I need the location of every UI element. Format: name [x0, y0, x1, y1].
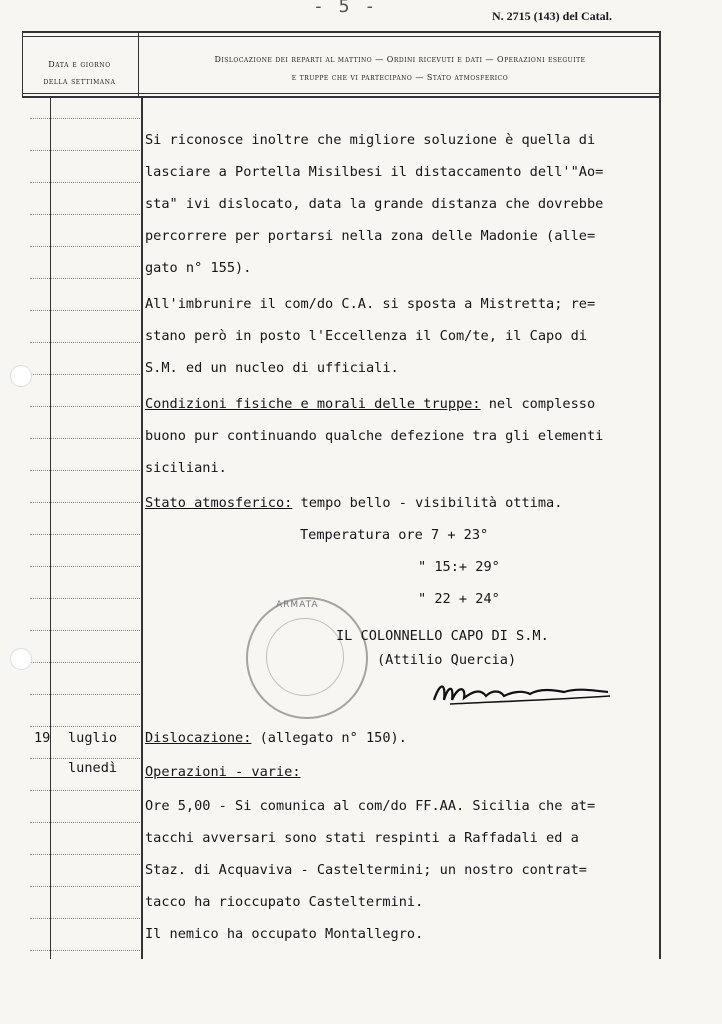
- ruling-line: [30, 790, 140, 791]
- header-bottom-line-2: [22, 96, 660, 98]
- column-divider-header: [138, 31, 139, 98]
- operations-line: Ore 5,00 - Si comunica al com/do FF.AA. Sicilia che at=: [145, 798, 596, 814]
- weather-text: tempo bello - visibilità ottima.: [292, 495, 563, 511]
- entry-month: luglio: [68, 730, 118, 746]
- punch-hole: [10, 648, 32, 670]
- body-line: sta" ivi dislocato, data la grande distanza che dovrebbe: [145, 196, 604, 212]
- frame-right-line: [659, 31, 661, 959]
- column-divider: [141, 98, 143, 959]
- official-stamp-inner: [266, 618, 344, 696]
- operations-line: Il nemico ha occupato Montallegro.: [145, 926, 424, 942]
- operations-line: tacchi avversari sono stati respinti a Raffadali ed a: [145, 830, 579, 846]
- ruling-line: [30, 886, 140, 887]
- weather-line: [145, 495, 562, 511]
- header-content-line2: e truppe che vi partecipano — Stato atmosferico: [291, 73, 509, 82]
- header-date-column: [22, 56, 137, 90]
- ruling-line: [30, 630, 140, 631]
- body-line: All'imbrunire il com/do C.A. si sposta a Mistretta; re=: [145, 296, 596, 312]
- ruling-line: [30, 470, 140, 471]
- conditions-label: Condizioni fisiche e morali delle truppe:: [145, 396, 481, 412]
- ruling-line: [30, 726, 140, 727]
- operations-label: Operazioni - varie:: [145, 764, 301, 780]
- ruling-line: [30, 534, 140, 535]
- operations-line: Staz. di Acquaviva - Casteltermini; un nostro contrat=: [145, 862, 587, 878]
- frame-top-line: [22, 31, 660, 33]
- ruling-line: [30, 438, 140, 439]
- inner-margin-line: [50, 98, 51, 959]
- frame-top-line-2: [22, 36, 660, 37]
- ruling-line: [30, 566, 140, 567]
- signature-name: (Attilio Quercia): [377, 652, 517, 668]
- ruling-line: [30, 918, 140, 919]
- ruling-line: [30, 278, 140, 279]
- ruling-line: [30, 118, 140, 119]
- ruling-line: [30, 950, 140, 951]
- temperature-line-3: " 22 + 24°: [418, 591, 500, 607]
- dislocation-text: (allegato n° 150).: [251, 730, 407, 746]
- ruling-line: [30, 694, 140, 695]
- header-bottom-line: [22, 93, 660, 94]
- ruling-line: [30, 182, 140, 183]
- stamp-text: ARMATA: [276, 600, 319, 610]
- ruling-line: [30, 822, 140, 823]
- ruling-line: [30, 406, 140, 407]
- ruling-line: [30, 662, 140, 663]
- body-line: lasciare a Portella Misilbesi il distaccamento dell'"Ao=: [145, 164, 604, 180]
- ruling-line: [30, 310, 140, 311]
- temperature-line-2: " 15:+ 29°: [418, 559, 500, 575]
- signature-title: IL COLONNELLO CAPO DI S.M.: [336, 628, 549, 644]
- header-content-column: [145, 51, 655, 87]
- header-date-line2: della settimana: [43, 77, 116, 86]
- weather-label: Stato atmosferico:: [145, 495, 293, 511]
- conditions-line-2: buono pur continuando qualche defezione tra gli elementi: [145, 428, 604, 444]
- header-content-line1: Dislocazione dei reparti al mattino — Ordini ricevuti e dati — Operazioni eseguite: [214, 55, 586, 64]
- body-line: S.M. ed un nucleo di ufficiali.: [145, 360, 399, 376]
- ruling-line: [30, 374, 140, 375]
- conditions-line: [145, 396, 595, 412]
- body-line: Si riconosce inoltre che migliore soluzione è quella di: [145, 132, 596, 148]
- entry-weekday: lunedì: [68, 760, 118, 776]
- entry-day: 19: [34, 730, 51, 746]
- body-line: gato n° 155).: [145, 260, 252, 276]
- ruling-line: [30, 150, 140, 151]
- dislocation-label: Dislocazione:: [145, 730, 252, 746]
- page-number: - 5 -: [313, 0, 378, 17]
- ruling-line: [30, 598, 140, 599]
- operations-line: tacco ha rioccupato Casteltermini.: [145, 894, 424, 910]
- ruling-line: [30, 502, 140, 503]
- temperature-line-1: Temperatura ore 7 + 23°: [300, 527, 489, 543]
- ruling-line: [30, 246, 140, 247]
- conditions-text: nel complesso: [480, 396, 596, 412]
- ruling-line: [30, 342, 140, 343]
- ruling-line: [30, 214, 140, 215]
- ruling-line: [30, 758, 140, 759]
- punch-hole: [10, 365, 32, 387]
- conditions-line-3: siciliani.: [145, 460, 227, 476]
- ruling-line: [30, 854, 140, 855]
- catalog-number: N. 2715 (143) del Catal.: [492, 9, 612, 23]
- handwritten-signature-icon: [430, 672, 620, 712]
- header-date-line1: Data e giorno: [48, 60, 111, 69]
- body-line: stano però in posto l'Eccellenza il Com/te, il Capo di: [145, 328, 587, 344]
- body-line: percorrere per portarsi nella zona delle Madonie (alle=: [145, 228, 596, 244]
- dislocation-line: [145, 730, 407, 746]
